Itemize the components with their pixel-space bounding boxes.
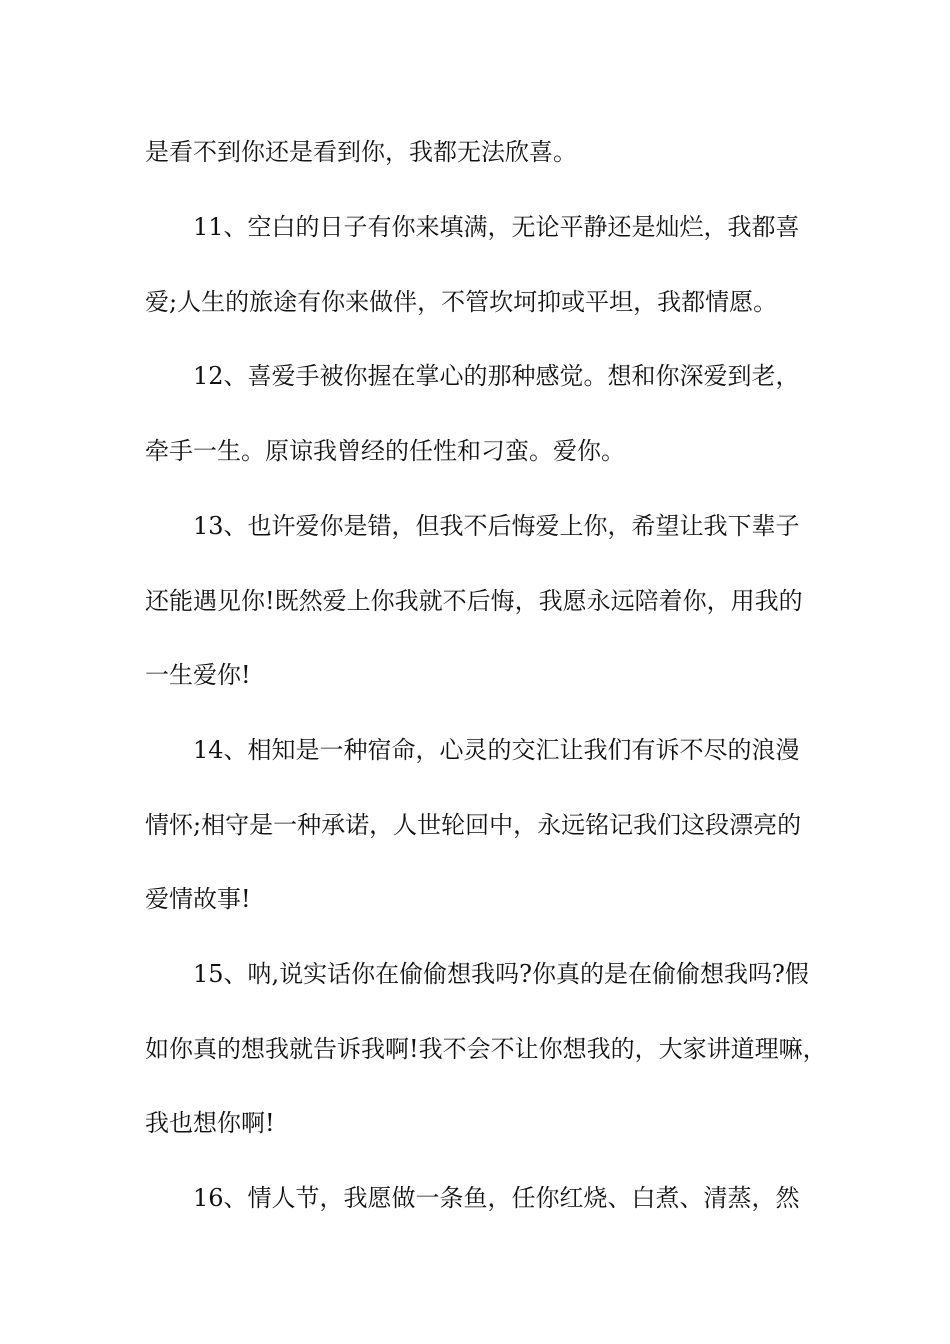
text-line: 爱情故事! — [145, 885, 251, 913]
text-line-item-14: 14、相知是一种宿命，心灵的交汇让我们有诉不尽的浪漫 — [193, 736, 800, 764]
text-line-item-16: 16、情人节，我愿做一条鱼，任你红烧、白煮、清蒸，然 — [193, 1184, 800, 1212]
text-line: 如你真的想我就告诉我啊!我不会不让你想我的，大家讲道理嘛， — [145, 1035, 827, 1063]
text-line: 是看不到你还是看到你，我都无法欣喜。 — [145, 138, 577, 166]
text-line: 还能遇见你!既然爱上你我就不后悔，我愿永远陪着你，用我的 — [145, 587, 803, 615]
text-line-item-12: 12、喜爱手被你握在掌心的那种感觉。想和你深爱到老， — [193, 362, 800, 390]
text-line: 牵手一生。原谅我曾经的任性和刁蛮。爱你。 — [145, 437, 625, 465]
text-line: 我也想你啊! — [145, 1109, 275, 1137]
text-line-item-11: 11、空白的日子有你来填满，无论平静还是灿烂，我都喜 — [193, 213, 800, 241]
text-line-item-13: 13、也许爱你是错，但我不后悔爱上你，希望让我下辈子 — [193, 512, 800, 540]
text-line: 爱;人生的旅途有你来做伴，不管坎坷抑或平坦，我都情愿。 — [145, 288, 778, 316]
text-line: 情怀;相守是一种承诺，人世轮回中，永远铭记我们这段漂亮的 — [145, 811, 802, 839]
text-line: 一生爱你! — [145, 661, 251, 689]
text-line-item-15: 15、呐,说实话你在偷偷想我吗?你真的是在偷偷想我吗?假 — [193, 960, 809, 988]
